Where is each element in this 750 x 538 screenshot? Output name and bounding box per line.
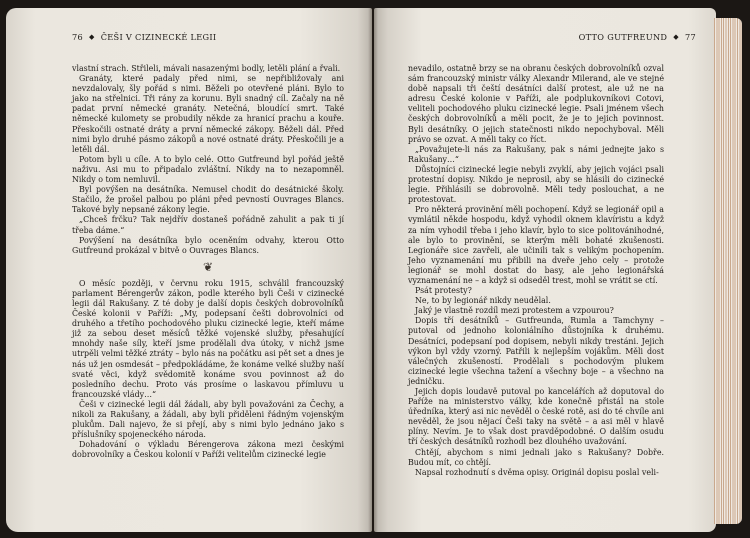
left-page-header — [72, 30, 358, 44]
right-page-header — [408, 30, 716, 44]
paragraph: nevadilo, ostatně brzy se na obranu českých dobrovolníků ozval sám francouzský ministr války Alexandr Milerand, ale ve stejné době napsali tři čeští desátníci další protest, ale už ne na adresu České kolonie v Paříži, ale podplukovníkovi Cotovi, veliteli pochodového pluku cizinecké legie. Psali jménem všech českých dobrovolníků a měli pocit, že je to jejich povinnost. Byli desátníky. O jejich statečnosti nikdo nepochyboval. Měli právo se ozvat. A měli taky co říct. — [408, 64, 664, 144]
paragraph: Důstojníci cizinecké legie nebyli zvyklí, aby jejich vojáci psali protestní dopisy. Nikdo je neprosil, aby se hlásili do cizinecké legie. Přihlásili se dobrovolně. Měli tedy poslouchat, a ne protestovat. — [408, 164, 664, 205]
page-edges — [714, 18, 742, 524]
paragraph: „Chceš frčku? Tak nejdřív dostaneš pořádně zahulit a pak ti jí třeba dáme.“ — [72, 215, 344, 235]
paragraph: Povýšení na desátníka bylo oceněním odvahy, kterou Otto Gutfreund prokázal v bitvě o Ouvrages Blancs. — [72, 235, 344, 255]
paragraph: Napsal rozhodnutí s dvěma opisy. Originál dopisu poslal veli- — [415, 467, 659, 477]
right-page — [374, 8, 716, 532]
left-page-body — [72, 64, 344, 460]
paragraph: Češi v cizinecké legii dál žádali, aby byli považováni za Čechy, a nikoli za Rakušany, a žádali, aby byli přiděleni řádným vojenským plukům. Dali najevo, že si přejí, aby s nimi bylo jednáno jako s příslušníky spojeneckého národa. — [72, 399, 344, 440]
paragraph: Byl povýšen na desátníka. Nemusel chodit do desátnické školy. Stačilo, že prošel palbou po pláni před pevností Ouvrages Blancs. Takové byly nepsané zákony legie. — [72, 185, 344, 215]
book-gutter — [368, 8, 378, 532]
paragraph: Chtějí, abychom s nimi jednali jako s Rakušany? Dobře. Budou mít, co chtějí. — [408, 447, 664, 467]
paragraph: Jaký je vlastně rozdíl mezi protestem a vzpourou? — [415, 306, 614, 316]
book-spread — [6, 8, 744, 532]
running-head: OTTO GUTFREUND — [578, 32, 668, 42]
paragraph: Potom byli u cíle. A to bylo celé. Otto Gutfreund byl pořád ještě naživu. Asi mu to připadalo zvláštní. Nikdy na to nezapomněl. Nikdy o tom nemluvil. — [72, 154, 344, 185]
paragraph: „Považujete-li nás za Rakušany, pak s námi jednejte jako s Rakušany…“ — [408, 144, 664, 164]
section-ornament-icon: ❦ — [202, 259, 214, 274]
paragraph: O měsíc později, v červnu roku 1915, schválil francouzský parlament Bérengerův zákon, podle kterého byli Češi v cizinecké legii dál Rakušany. Z té doby je další dopis českých dobrovolníků České kolonii v Paříži: „My, podepsaní češti dobrovolníci od druhého a třetího pochodového pluku cizinecké legie, kteří máme již za sebou deset měsíců těžké vojenské služby, přesahující mnohdy naše síly, kteří jsme prodělali dva útoky, v nichž jsme utrpěli velmi těžké ztráty – bylo nás na počátku asi pět set a dnes je nás už jen osmdesát – předpokládáme, že konáme velké služby naší svaté věci, když svědomitě konáme svou povinnost až do posledního dechu. Proto vás prosíme o laskavou přímluvu u francouzské vlády…“ — [72, 278, 344, 399]
left-page — [6, 8, 372, 532]
paragraph: Ne, to by legionář nikdy neudělal. — [415, 296, 551, 306]
page-number: 77 — [684, 32, 696, 42]
diamond-icon: ◆ — [673, 33, 679, 41]
diamond-icon: ◆ — [89, 33, 95, 41]
right-page-body — [408, 64, 664, 478]
paragraph: vlastní strach. Střileli, mávali nasazenými bodly, letěli plání a řvali. — [72, 64, 341, 73]
paragraph: Dopis tří desátníků – Gutfreunda, Rumla a Tamchyny – putoval od jednoho koloniálního důstojníka k druhému. Desátníci, podepsaní pod dopisem, nebyli nikdy trestáni. Jejich výkon byl vždy vzorný. Patřili k nejlepším vojákům. Měli dost válečných zkušeností. Prodělali s pochodovým plukem cizinecké legie všechna tažení a všechny boje – a všechno na jedničku. — [408, 316, 664, 386]
paragraph: Pro některá provinění měli pochopení. Když se legionář opil a vymlátil někde hospodu, když vyhodil oknem klavíristu a když za ním vyhodil třeba i jeho klavír, bylo to sice politovánihodné, ale bylo to provinění, se kterým měli bohaté zkušenosti. Legionáře sice zavřeli, ale učinili tak s velikým pochopením. Jeho vyznamenání mu přibili na dveře jeho cely – protože legionář se mohl dostat do basy, ale jeho legionářská vyznamenání ne – a když si odseděl trest, mohl se vrátit se ctí. — [408, 205, 664, 285]
paragraph: Psát protesty? — [415, 286, 472, 296]
page-number: 76 — [72, 32, 84, 42]
paragraph: Jejich dopis loudavě putoval po kancelářích až doputoval do Paříže na ministerstvo války, kde konečně přistál na stole úředníka, který asi nic nevěděl o české rotě, asi do té chvíle ani nevěděl, že jsou nějací Češi taky na světě – a asi měl v hlavě plíny. Nevím. Je to však dost pravděpodobné. O dalším osudu tří českých desátníků rozhodl bez dlouhého uvažování. — [408, 387, 664, 447]
running-head: ČEŠI V CIZINECKÉ LEGII — [100, 32, 217, 42]
paragraph: Dohadování o výkladu Bérengerova zákona mezi českými dobrovolníky a Českou kolonií v Paříži velitelům cizinecké legie — [72, 440, 344, 460]
paragraph: Granáty, které padaly před nimi, se nepřibližovaly ani nevzdalovaly, šly pořád s nimi. Běželi po otevřené pláni. Bylo to jako na střelnici. Tři rány za korunu. Byli snadný cíl. Začaly na ně padat první německé granáty. Netečná, bloudící smrt. Také německé kulomety se probudily někde za hranicí prachu a kouře. Přeskočili ostnaté dráty a první německé zákopy. Běželi dál. Před nimi bylo druhé pásmo zákopů a nové ostnaté dráty. Přeskočili je a letěli dál. — [72, 74, 344, 154]
